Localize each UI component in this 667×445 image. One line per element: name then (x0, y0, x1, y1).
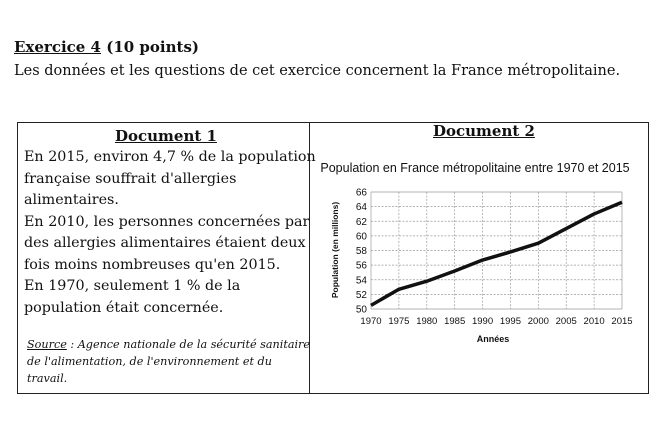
y-tick-label: 56 (355, 260, 367, 272)
source-line: de l'alimentation, de l'environnement et du (27, 355, 272, 368)
x-tick-label: 1985 (444, 316, 466, 327)
y-tick-label: 58 (355, 246, 367, 257)
x-tick-label: 2010 (583, 316, 605, 327)
exercise-points: (10 points) (106, 38, 199, 56)
document1-line: française souffrait d'allergies (24, 170, 237, 187)
x-tick-label: 1975 (388, 316, 410, 327)
document1-line: alimentaires. (24, 192, 119, 208)
exercise-title (14, 38, 199, 56)
y-tick-labels (356, 188, 368, 316)
chart-title: Population en France métropolitaine entre 1970 et 2015 (320, 161, 630, 175)
y-tick-label: 50 (355, 304, 367, 316)
x-axis-label: Années (476, 334, 510, 344)
x-tick-label: 1980 (416, 316, 438, 327)
document1-line: En 1970, seulement 1 % de la (24, 278, 241, 294)
population-series-line (371, 202, 622, 305)
document1-heading: Document 1 (115, 127, 217, 145)
x-tick-label: 2015 (611, 316, 633, 327)
y-tick-label: 66 (355, 187, 367, 199)
document1-source (27, 336, 311, 387)
exercise-intro: Les données et les questions de cet exercice concernent la France métropolitaine. (14, 63, 621, 79)
x-tick-label: 2000 (527, 316, 549, 327)
y-axis-label: Population (en millions) (330, 201, 340, 299)
x-tick-labels (360, 316, 632, 327)
x-tick-label: 2005 (555, 316, 577, 327)
chart-grid (371, 192, 622, 309)
source-label: Source (27, 338, 67, 351)
document1-line: En 2010, les personnes concernées par (24, 213, 310, 230)
x-tick-label: 1990 (471, 316, 494, 327)
y-tick-label: 54 (355, 275, 367, 287)
document1-text (24, 147, 316, 319)
source-line: travail. (27, 372, 68, 385)
y-tick-label: 60 (355, 231, 367, 243)
document1-line: En 2015, environ 4,7 % de la population (24, 149, 316, 165)
document1-line: population était concernée. (24, 299, 224, 316)
document2-heading: Document 2 (433, 122, 535, 140)
y-tick-label: 52 (355, 289, 367, 301)
population-chart (310, 150, 648, 350)
document1-line: des allergies alimentaires étaient deux (24, 235, 306, 251)
exercise-label: Exercice 4 (14, 38, 101, 56)
document1-line: fois moins nombreuses qu'en 2015. (24, 256, 281, 273)
source-line: : Agence nationale de la sécurité sanitaire (66, 338, 311, 351)
y-tick-label: 64 (355, 202, 367, 214)
x-tick-label: 1995 (499, 316, 522, 327)
x-tick-label: 1970 (360, 316, 382, 327)
y-tick-label: 62 (355, 216, 367, 228)
